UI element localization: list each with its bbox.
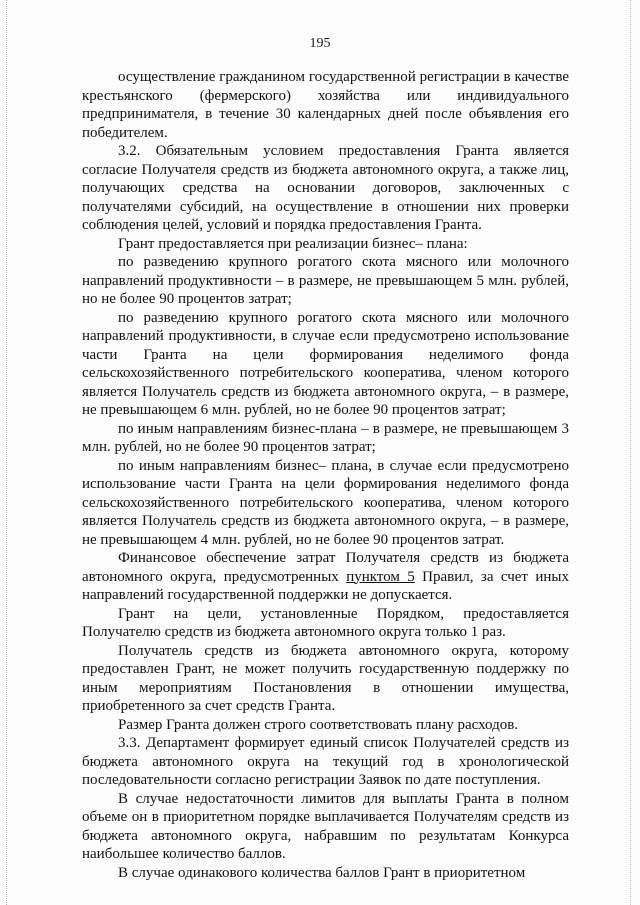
page-number: 195	[309, 36, 331, 51]
paragraph-cattle-5m: по разведению крупного рогатого скота мясного или молочного направлений продуктивности – в размере, не превышающем 5 млн. рублей, но не более 90 процентов затрат;	[82, 254, 569, 307]
paragraph-financing	[82, 549, 569, 605]
paragraph-3-2: 3.2. Обязательным условием предоставления Гранта является согласие Получателя средств из бюджета автономного округа, а также лиц, получающих средства на основании договоров, заключенных с получателями субсидий, на осуществление в отношении них проверки соблюдения целей, условий и порядка предоставления Гранта.	[82, 143, 569, 233]
clause-5-link[interactable]: пунктом 5	[346, 568, 415, 585]
paragraph-grant-once: Грант на цели, установленные Порядком, предоставляется Получателю средств из бюджета автономного округа только 1 раз.	[82, 605, 569, 640]
paragraph-other-4m: по иным направлениям бизнес– плана, в случае если предусмотрено использование части Гранта на цели формирования неделимого фонда сельскохозяйственного потребительского кооператива, членом которого является Получатель средств из бюджета автономного округа, – в размере, не превышающем 4 млн. рублей, но не более 90 процентов затрат.	[82, 457, 569, 548]
paragraph-grant-intro: Грант предоставляется при реализации бизнес– плана:	[118, 235, 468, 252]
financing-text-after: Правил, за счет иных направлений государственной поддержки не допускается.	[82, 568, 570, 603]
scan-left-edge	[6, 0, 8, 905]
paragraph-cattle-6m: по разведению крупного рогатого скота мясного или молочного направлений продуктивности, в случае если предусмотрено использование части Гранта на цели формирования неделимого фонда сельскохозяйственного потребительского кооператива, членом которого является Получатель средств из бюджета автономного округа, – в размере, не превышающем 6 млн. рублей, но не более 90 процентов затрат;	[82, 309, 569, 418]
scan-right-edge	[630, 0, 632, 905]
document-body	[82, 68, 569, 882]
paragraph-insufficient-limits: В случае недостаточности лимитов для выплаты Гранта в полном объеме он в приоритетном порядке выплачивается Получателям средств из бюджета автономного округа, набравшим по результатам Конкурса наибольшее количество баллов.	[82, 790, 569, 862]
paragraph-3-3: 3.3. Департамент формирует единый список Получателей средств из бюджета автономного округа на текущий год в хронологической последовательности согласно регистрации Заявок по дате поступления.	[82, 735, 569, 788]
paragraph-equal-points: В случае одинакового количества баллов Грант в приоритетном	[118, 864, 526, 881]
paragraph-plan-match: Размер Гранта должен строго соответствовать плану расходов.	[118, 716, 519, 733]
paragraph-no-other-support: Получатель средств из бюджета автономного округа, которому предоставлен Грант, не может получить государственную поддержку по иным мероприятиям Постановления в отношении имущества, приобретенного за счет средств Гранта.	[82, 642, 569, 714]
financing-text-before: Финансовое обеспечение затрат Получателя средств из бюджета автономного округа, предусмотренных	[82, 550, 569, 585]
paragraph-other-3m: по иным направлениям бизнес-плана – в размере, не превышающем 3 млн. рублей, но не более 90 процентов затрат;	[82, 420, 569, 455]
paragraph-registration: осуществление гражданином государственной регистрации в качестве крестьянского (фермерского) хозяйства или индивидуального предпринимателя, в течение 30 календарных дней после объявления его победителем.	[82, 69, 569, 141]
